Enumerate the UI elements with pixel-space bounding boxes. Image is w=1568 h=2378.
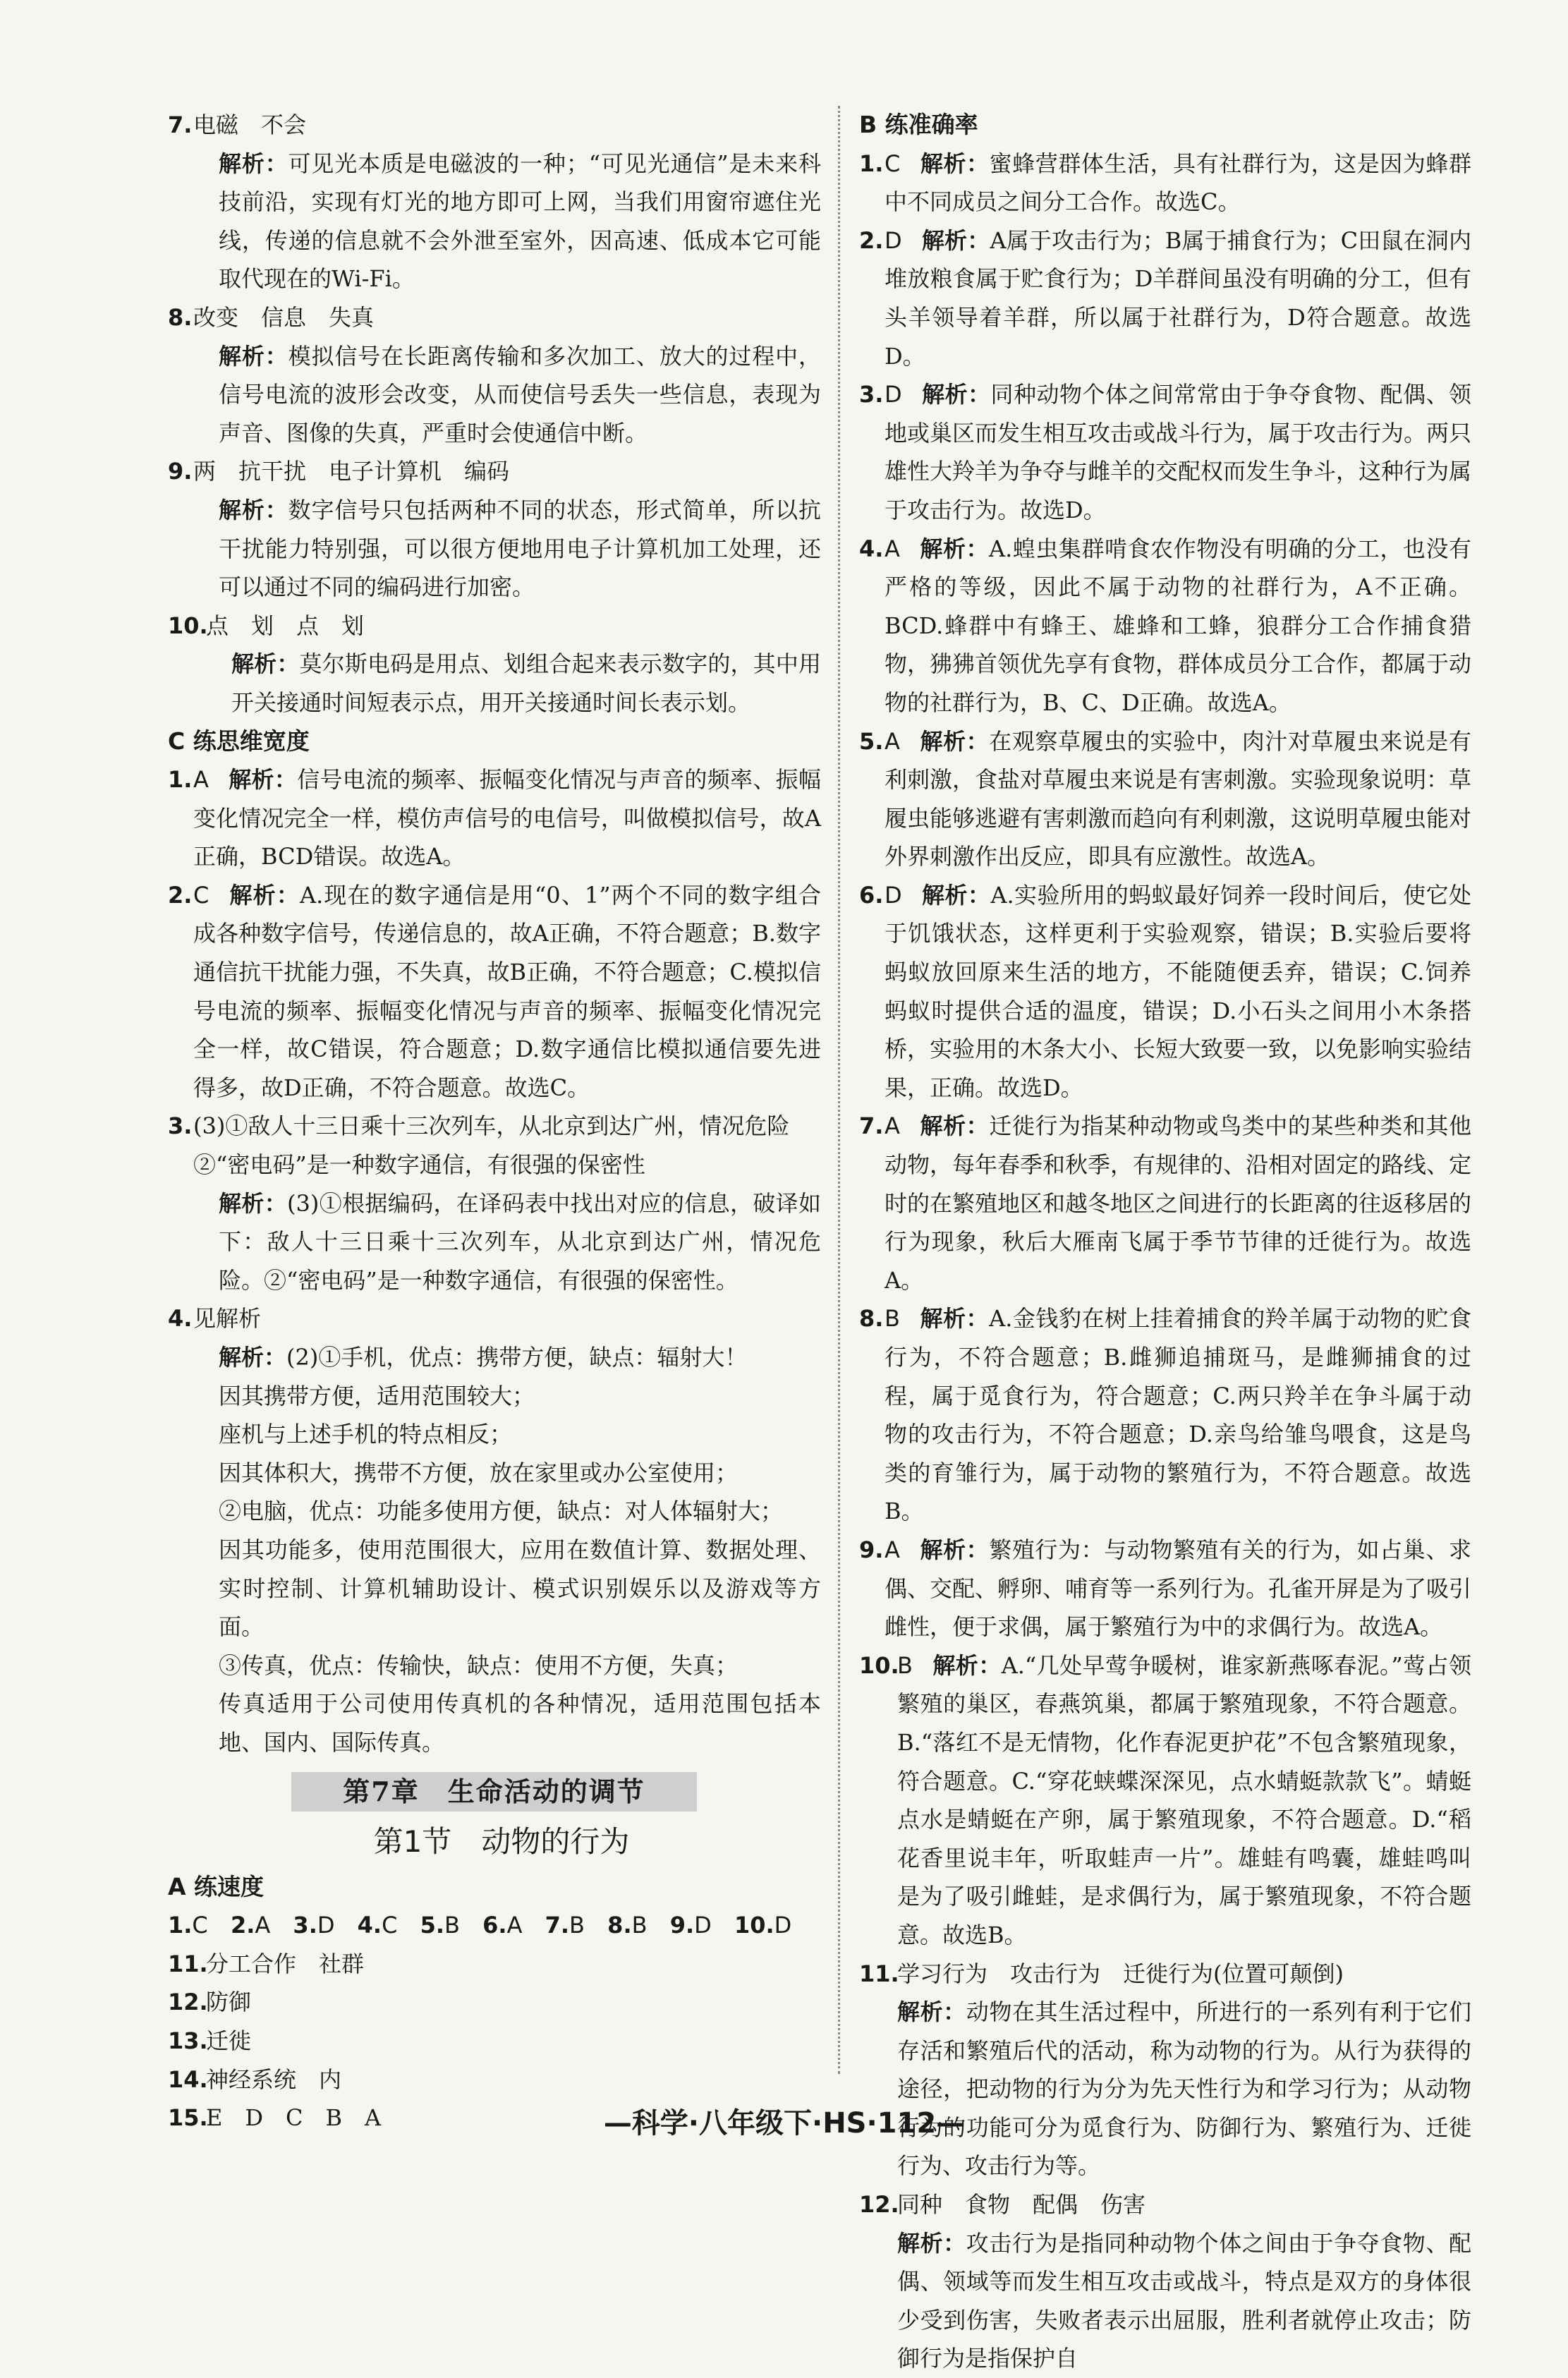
item-analysis: 解析：(3)①根据编码，在译码表中找出对应的信息，破译如下：敌人十三日乘十三次列车，从北京到达广州，情况危险。②“密电码”是一种数字通信，有很强的保密性。: [219, 1189, 821, 1294]
item-number: 9.: [859, 1536, 884, 1563]
answer-item: [168, 1107, 821, 1299]
item-answer: 神经系统 内: [206, 2065, 342, 2093]
item-number: 13.: [168, 2027, 208, 2054]
page-footer: —科学·八年级下·HS·112—: [603, 2107, 965, 2140]
answer-item: [168, 760, 821, 876]
answer-row: 1.C 2.A 3.D 4.C 5.B 6.A 7.B 8.B 9.D 10.D: [168, 1912, 792, 1939]
lesson-title: 第1节 动物的行为: [373, 1824, 630, 1859]
answer-item: [168, 1983, 821, 2022]
left-column: [168, 106, 821, 2137]
section-heading-b: B 练准确率: [859, 111, 978, 138]
answer-item: [168, 298, 821, 452]
item-analysis: D 解析：A.实验所用的蚂蚁最好饲养一段时间后，使它处于饥饿状态，这样更利于实验观察，错误；B.实验后要将蚂蚁放回原来生活的地方，不能随便丢弃，错误；C.饲养蚂蚁时提供合适的温度，错误；D.小石头之间用小木条搭桥，实验用的木条大小、长短大致要一致，以免影响实验结果，正确。故选D。: [885, 881, 1472, 1101]
item-number: 8.: [168, 303, 193, 331]
item-analysis: D 解析：同种动物个体之间常常由于争夺食物、配偶、领地或巢区而发生相互攻击或战斗行为，属于攻击行为。两只雄性大羚羊为争夺与雌羊的交配权而发生争斗，这种行为属于攻击行为。故选D。: [885, 381, 1472, 523]
item-number: 7.: [168, 111, 193, 138]
item-number: 11.: [168, 1950, 208, 1977]
answer-item: [859, 375, 1471, 529]
item-number: 6.: [859, 881, 884, 909]
item-number: 15.: [168, 2104, 208, 2132]
answer-item: [168, 452, 821, 606]
item-analysis: A 解析：繁殖行为：与动物繁殖有关的行为，如占巢、求偶、交配、孵卵、哺育等一系列行为。孔雀开屏是为了吸引雌性，便于求偶，属于繁殖行为中的求偶行为。故选A。: [885, 1536, 1472, 1641]
answer-item: [859, 722, 1471, 876]
item-analysis: 解析：可见光本质是电磁波的一种；“可见光通信”是未来科技前沿，实现有灯光的地方即可上网，当我们用窗帘遮住光线，传递的信息就不会外泄至室外，因高速、低成本它可能取代现在的Wi-Fi。: [219, 150, 821, 293]
item-answer: 分工合作 社群: [206, 1950, 365, 1977]
item-analysis: C 解析：A.现在的数字通信是用“0、1”两个不同的数字组合成各种数字信号，传递信息的，故A正确，不符合题意；B.数字通信抗干扰能力强，不失真，故B正确，不符合题意；C.模拟信号电流的频率、振幅变化情况与声音的频率、振幅变化情况完全一样，故C错误，符合题意；D.数字通信比模拟通信要先进得多，故D正确，不符合题意。故选C。: [193, 881, 821, 1101]
answer-item: [859, 876, 1471, 1108]
item-analysis: A 解析：迁徙行为指某种动物或鸟类中的某些种类和其他动物，每年春季和秋季，有规律的、沿相对固定的路线、定时的在繁殖地区和越冬地区之间进行的长距离的往返移居的行为现象，秋后大雁南飞属于季节节律的迁徙行为。故选A。: [885, 1112, 1472, 1294]
answer-item: [859, 2185, 1471, 2378]
item-answer: 点 划 点 划: [206, 612, 365, 639]
item-number: 2.: [859, 226, 884, 254]
item-number: 1.: [168, 766, 193, 794]
answer-item: [859, 1646, 1471, 1955]
answer-item: [859, 1955, 1471, 2186]
section-heading-c: C 练思维宽度: [168, 727, 310, 755]
item-number: 10.: [168, 612, 208, 639]
item-answer: 改变 信息 失真: [193, 303, 375, 331]
answer-item: [168, 1945, 821, 1984]
item-number: 2.: [168, 881, 193, 909]
item-analysis: 解析：数字信号只包括两种不同的状态，形式简单，所以抗干扰能力特别强，可以很方便地用电子计算机加工处理，还可以通过不同的编码进行加密。: [219, 496, 821, 601]
item-number: 9.: [168, 458, 193, 485]
item-analysis: A 解析：信号电流的频率、振幅变化情况与声音的频率、振幅变化情况完全一样，模仿声信号的电信号，叫做模拟信号，故A正确，BCD错误。故选A。: [193, 766, 821, 870]
answer-item: [859, 530, 1471, 722]
answer-item: [859, 222, 1471, 375]
item-analysis: C 解析：蜜蜂营群体生活，具有社群行为，这是因为蜂群中不同成员之间分工合作。故选C。: [885, 150, 1471, 216]
item-number: 1.: [859, 150, 884, 177]
answer-item: [859, 1299, 1471, 1531]
item-number: 8.: [859, 1305, 884, 1333]
answer-item: [168, 1299, 821, 1761]
item-number: 5.: [859, 727, 884, 755]
answer-item: [859, 1531, 1471, 1646]
chapter-title: 第7章 生命活动的调节: [291, 1772, 697, 1812]
item-answer: 迁徙: [206, 2027, 252, 2054]
item-number: 7.: [859, 1112, 884, 1140]
item-number: 4.: [168, 1305, 193, 1333]
item-answer: 见解析: [193, 1305, 262, 1333]
answer-item: [168, 2061, 821, 2099]
item-analysis: A 解析：A.蝗虫集群啃食农作物没有明确的分工，也没有严格的等级，因此不属于动物的社群行为，A不正确。BCD.蜂群中有蜂王、雄蜂和工蜂，狼群分工合作捕食猎物，狒狒首领优先享有食物，群体成员分工合作，都属于动物的社群行为，B、C、D正确。故选A。: [885, 535, 1472, 716]
item-number: 12.: [168, 1989, 208, 2016]
answer-item: [859, 1107, 1471, 1299]
item-answer-2: ②“密电码”是一种数字通信，有很强的保密性: [193, 1151, 645, 1179]
item-number: 12.: [859, 2191, 899, 2219]
section-heading-a: A 练速度: [168, 1872, 265, 1900]
answer-item: [168, 2022, 821, 2061]
item-answer: (3)①敌人十三日乘十三次列车，从北京到达广州，情况危险: [193, 1112, 790, 1140]
item-analysis: 解析：模拟信号在长距离传输和多次加工、放大的过程中，信号电流的波形会改变，从而使信号丢失一些信息，表现为声音、图像的失真，严重时会使通信中断。: [219, 342, 821, 447]
column-divider: [838, 106, 840, 2074]
item-answer: 同种 食物 配偶 伤害: [897, 2191, 1146, 2219]
item-number: 14.: [168, 2065, 208, 2093]
right-column: [859, 106, 1471, 2378]
item-answer: 两 抗干扰 电子计算机 编码: [193, 458, 510, 485]
item-number: 4.: [859, 535, 884, 562]
item-number: 3.: [859, 381, 884, 408]
item-analysis: 解析：动物在其生活过程中，所进行的一系列有利于它们存活和繁殖后代的活动，称为动物的行为。从行为获得的途径，把动物的行为分为先天性行为和学习行为；从动物行为的功能可分为觅食行为、防御行为、繁殖行为、迁徙行为、攻击行为等。: [897, 1998, 1471, 2180]
item-answer: 电磁 不会: [193, 111, 307, 138]
item-analysis: A 解析：在观察草履虫的实验中，肉汁对草履虫来说是有利刺激，食盐对草履虫来说是有害刺激。实验现象说明：草履虫能够逃避有害刺激而趋向有利刺激，这说明草履虫能对外界刺激作出反应，即具有应激性。故选A。: [885, 727, 1472, 870]
item-analysis: 解析：(2)①手机，优点：携带方便，缺点：辐射大！ 因其携带方便，适用范围较大； 座机与上述手机的特点相反； 因其体积大，携带不方便，放在家里或办公室使用； ②电脑，优点：功能多使用方便，缺点：对人体辐射大； 因其功能多，使用范围很大，应用在数值计算、数据处理、实时控制、计算机辅助设计、模式识别娱乐以及游戏等方面。 ③传真，优点：传输快，缺点：使用不方便，失真； 传真适用于公司使用传真机的各种情况，适用范围包括本地、国内、国际传真。: [219, 1344, 821, 1756]
answer-item: [168, 876, 821, 1108]
item-analysis: B 解析：A.金钱豹在树上挂着捕食的羚羊属于动物的贮食行为，不符合题意；B.雌狮追捕斑马，是雌狮捕食的过程，属于觅食行为，符合题意；C.两只羚羊在争斗属于动物的攻击行为，不符合题意；D.亲鸟给雏鸟喂食，这是鸟类的育雏行为，属于动物的繁殖行为，不符合题意。故选B。: [885, 1305, 1471, 1525]
item-answer: E D C B A: [206, 2104, 382, 2132]
item-analysis: 解析：攻击行为是指同种动物个体之间由于争夺食物、配偶、领域等而发生相互攻击或战斗，特点是双方的身体很少受到伤害，失败者表示出屈服，胜利者就停止攻击；防御行为是指保护自: [897, 2229, 1471, 2372]
answer-item: [168, 607, 821, 722]
item-number: 3.: [168, 1112, 193, 1140]
answer-item: [859, 145, 1471, 222]
answer-item: [168, 106, 821, 298]
item-number: 11.: [859, 1960, 899, 1987]
item-analysis: 解析：莫尔斯电码是用点、划组合起来表示数字的，其中用开关接通时间短表示点，用开关接通时间长表示划。: [231, 650, 821, 716]
item-analysis: D 解析：A属于攻击行为；B属于捕食行为；C田鼠在洞内堆放粮食属于贮食行为；D羊群间虽没有明确的分工，但有头羊领导着羊群，所以属于社群行为，D符合题意。故选D。: [885, 226, 1471, 370]
item-answer: 防御: [206, 1989, 252, 2016]
item-analysis: B 解析：A.“几处早莺争暖树，谁家新燕啄春泥。”莺占领繁殖的巢区，春燕筑巢，都属于繁殖现象，不符合题意。B.“落红不是无情物，化作春泥更护花”不包含繁殖现象，符合题意。C.“穿花蛱蝶深深见，点水蜻蜓款款飞”。蜻蜓点水是蜻蜓在产卵，属于繁殖现象，不符合题意。D.“稻花香里说丰年，听取蛙声一片”。雄蛙有鸣囊，雄蛙鸣叫是为了吸引雌蛙，是求偶行为，属于繁殖现象，不符合题意。故选B。: [897, 1651, 1471, 1948]
item-answer: 学习行为 攻击行为 迁徙行为(位置可颠倒): [897, 1960, 1344, 1987]
item-number: 10.: [859, 1651, 899, 1679]
